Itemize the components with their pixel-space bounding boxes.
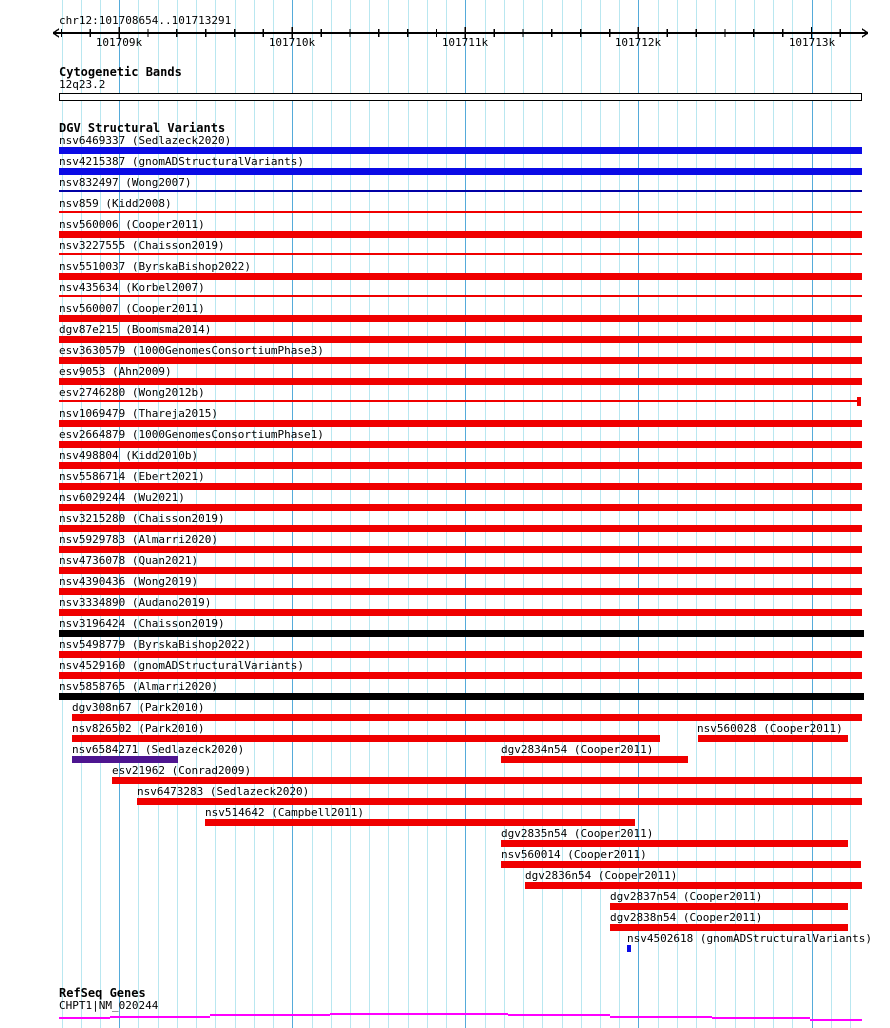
variant-bar[interactable] xyxy=(205,819,635,826)
variant-bar[interactable] xyxy=(59,588,862,595)
gene-line-segment[interactable] xyxy=(810,1019,862,1021)
variant-label[interactable]: nsv4390436 (Wong2019) xyxy=(59,575,199,588)
variant-label[interactable]: dgv87e215 (Boomsma2014) xyxy=(59,323,212,336)
variant-label[interactable]: nsv4529160 (gnomADStructuralVariants) xyxy=(59,659,305,672)
variant-label[interactable]: nsv560014 (Cooper2011) xyxy=(501,848,647,861)
variant-label[interactable]: nsv5586714 (Ebert2021) xyxy=(59,470,205,483)
variant-label[interactable]: esv3630579 (1000GenomesConsortiumPhase3) xyxy=(59,344,324,357)
region-label: chr12:101708654..101713291 xyxy=(59,14,232,27)
variant-label[interactable]: nsv560007 (Cooper2011) xyxy=(59,302,205,315)
cytoband-label: 12q23.2 xyxy=(59,78,106,91)
variant-label[interactable]: nsv3334890 (Audano2019) xyxy=(59,596,212,609)
ruler-tick-label: 101712k xyxy=(614,36,662,49)
variant-label[interactable]: dgv2836n54 (Cooper2011) xyxy=(525,869,678,882)
variant-bar[interactable] xyxy=(59,168,862,175)
variant-label[interactable]: nsv4502618 (gnomADStructuralVariants) xyxy=(627,932,873,945)
variant-bar[interactable] xyxy=(112,777,862,784)
ruler-tick-label: 101710k xyxy=(268,36,316,49)
grid-light-line xyxy=(523,0,524,1028)
gene-line-segment[interactable] xyxy=(330,1013,508,1015)
variant-label[interactable]: nsv560028 (Cooper2011) xyxy=(697,722,843,735)
ruler-tick-label: 101713k xyxy=(788,36,836,49)
variant-bar[interactable] xyxy=(59,336,862,343)
variant-bar[interactable] xyxy=(59,273,862,280)
grid-light-line xyxy=(485,0,486,1028)
gene-line-segment[interactable] xyxy=(712,1017,810,1019)
variant-label[interactable]: nsv498804 (Kidd2010b) xyxy=(59,449,199,462)
variant-label[interactable]: nsv5510037 (ByrskaBishop2022) xyxy=(59,260,252,273)
variant-bar[interactable] xyxy=(59,231,862,238)
variant-bar[interactable] xyxy=(59,630,864,637)
gene-line-segment[interactable] xyxy=(110,1016,210,1018)
variant-bar[interactable] xyxy=(59,420,862,427)
variant-label[interactable]: nsv4736078 (Quan2021) xyxy=(59,554,199,567)
grid-light-line xyxy=(427,0,428,1028)
gene-line-segment[interactable] xyxy=(610,1016,712,1018)
variant-label[interactable]: dgv2835n54 (Cooper2011) xyxy=(501,827,654,840)
gene-label[interactable]: CHPT1|NM_020244 xyxy=(59,999,159,1012)
variant-bar[interactable] xyxy=(59,295,862,297)
grid-light-line xyxy=(715,0,716,1028)
grid-light-line xyxy=(754,0,755,1028)
variant-bar[interactable] xyxy=(59,357,862,364)
variant-bar[interactable] xyxy=(59,546,862,553)
section-title-cytobands: Cytogenetic Bands xyxy=(59,65,182,79)
variant-bar[interactable] xyxy=(501,840,848,847)
variant-label[interactable]: dgv308n67 (Park2010) xyxy=(72,701,205,714)
variant-bar[interactable] xyxy=(59,315,862,322)
variant-bar[interactable] xyxy=(59,693,864,700)
variant-label[interactable]: nsv435634 (Korbel2007) xyxy=(59,281,205,294)
variant-bar[interactable] xyxy=(59,441,862,448)
variant-label[interactable]: nsv859 (Kidd2008) xyxy=(59,197,172,210)
grid-light-line xyxy=(408,0,409,1028)
variant-label[interactable]: nsv832497 (Wong2007) xyxy=(59,176,192,189)
grid-light-line xyxy=(350,0,351,1028)
variant-bar[interactable] xyxy=(72,756,178,763)
section-title-refseq: RefSeq Genes xyxy=(59,986,146,1000)
variant-label[interactable]: nsv6029244 (Wu2021) xyxy=(59,491,185,504)
cytoband-rect xyxy=(59,93,862,101)
gene-line-segment[interactable] xyxy=(59,1017,110,1019)
ruler-tick-label: 101711k xyxy=(441,36,489,49)
variant-bar[interactable] xyxy=(59,609,862,616)
grid-light-line xyxy=(331,0,332,1028)
grid-light-line xyxy=(504,0,505,1028)
variant-bar[interactable] xyxy=(59,483,862,490)
grid-light-line xyxy=(312,0,313,1028)
variant-bar[interactable] xyxy=(72,714,862,721)
grid-light-line xyxy=(446,0,447,1028)
variant-label[interactable]: nsv5858765 (Almarri2020) xyxy=(59,680,218,693)
variant-label[interactable]: nsv6473283 (Sedlazeck2020) xyxy=(137,785,310,798)
variant-bar[interactable] xyxy=(59,190,862,192)
variant-bar[interactable] xyxy=(698,735,848,742)
variant-bar[interactable] xyxy=(59,211,862,213)
variant-label[interactable]: nsv5929783 (Almarri2020) xyxy=(59,533,218,546)
variant-bar[interactable] xyxy=(627,945,631,952)
grid-light-line xyxy=(735,0,736,1028)
grid-light-line xyxy=(773,0,774,1028)
grid-light-line xyxy=(831,0,832,1028)
variant-label[interactable]: nsv3196424 (Chaisson2019) xyxy=(59,617,225,630)
grid-light-line xyxy=(792,0,793,1028)
section-title-dgv: DGV Structural Variants xyxy=(59,121,226,135)
grid-light-line xyxy=(696,0,697,1028)
gene-line-segment[interactable] xyxy=(210,1014,330,1016)
variant-bar[interactable] xyxy=(59,378,862,385)
variant-bar[interactable] xyxy=(59,651,862,658)
variant-label[interactable]: esv21962 (Conrad2009) xyxy=(112,764,252,777)
variant-bar[interactable] xyxy=(59,504,862,511)
grid-major-line xyxy=(465,0,466,1028)
variant-label[interactable]: dgv2837n54 (Cooper2011) xyxy=(610,890,763,903)
variant-bar[interactable] xyxy=(59,567,862,574)
variant-bar[interactable] xyxy=(59,253,862,255)
variant-bar[interactable] xyxy=(59,525,862,532)
variant-label[interactable]: esv2746280 (Wong2012b) xyxy=(59,386,205,399)
ruler-tick-label: 101709k xyxy=(95,36,143,49)
variant-bar[interactable] xyxy=(137,798,862,805)
variant-label[interactable]: esv9053 (Ahn2009) xyxy=(59,365,172,378)
grid-light-line xyxy=(850,0,851,1028)
variant-label[interactable]: nsv514642 (Campbell2011) xyxy=(205,806,364,819)
grid-light-line xyxy=(369,0,370,1028)
variant-label[interactable]: nsv5498779 (ByrskaBishop2022) xyxy=(59,638,252,651)
variant-label[interactable]: dgv2838n54 (Cooper2011) xyxy=(610,911,763,924)
gene-line-segment[interactable] xyxy=(508,1014,610,1016)
variant-label[interactable]: nsv826502 (Park2010) xyxy=(72,722,205,735)
variant-bar[interactable] xyxy=(59,147,862,154)
variant-bar[interactable] xyxy=(525,882,862,889)
variant-bar[interactable] xyxy=(610,924,848,931)
variant-label[interactable]: nsv6584271 (Sedlazeck2020) xyxy=(72,743,245,756)
variant-bar[interactable] xyxy=(610,903,848,910)
variant-label[interactable]: dgv2834n54 (Cooper2011) xyxy=(501,743,654,756)
variant-label[interactable]: nsv3215280 (Chaisson2019) xyxy=(59,512,225,525)
variant-bar[interactable] xyxy=(59,462,862,469)
variant-label[interactable]: nsv4215387 (gnomADStructuralVariants) xyxy=(59,155,305,168)
variant-bar[interactable] xyxy=(501,756,688,763)
variant-bar[interactable] xyxy=(501,861,861,868)
grid-major-line xyxy=(812,0,813,1028)
variant-label[interactable]: nsv3227555 (Chaisson2019) xyxy=(59,239,225,252)
variant-bar[interactable] xyxy=(72,735,660,742)
variant-label[interactable]: nsv560006 (Cooper2011) xyxy=(59,218,205,231)
variant-label[interactable]: nsv1069479 (Thareja2015) xyxy=(59,407,218,420)
variant-label[interactable]: esv2664879 (1000GenomesConsortiumPhase1) xyxy=(59,428,324,441)
variant-bar[interactable] xyxy=(59,400,858,402)
variant-label[interactable]: nsv6469337 (Sedlazeck2020) xyxy=(59,134,232,147)
variant-bar[interactable] xyxy=(59,672,862,679)
grid-light-line xyxy=(388,0,389,1028)
